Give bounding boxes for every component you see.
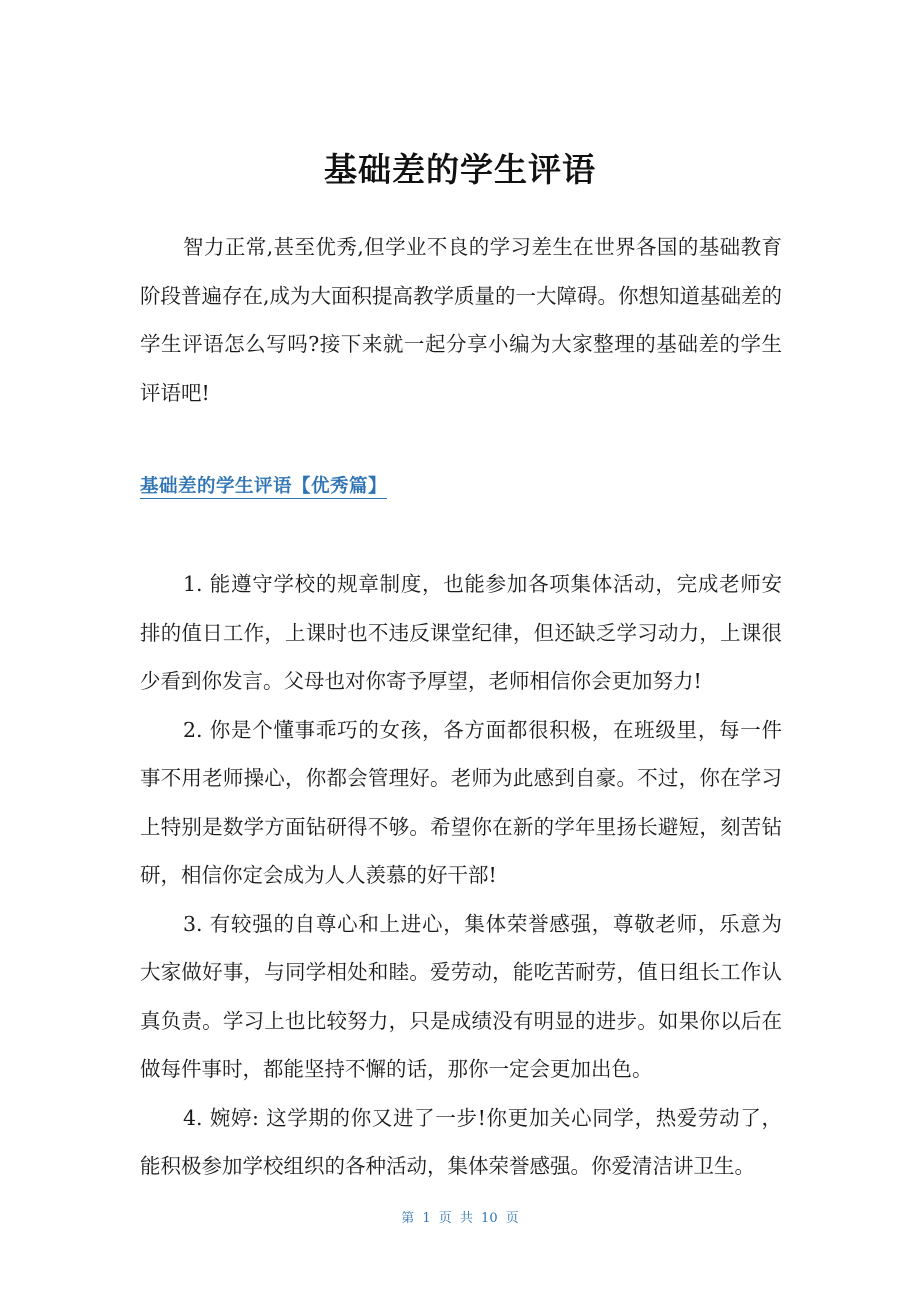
comment-item-2: 2. 你是个懂事乖巧的女孩，各方面都很积极，在班级里，每一件事不用老师操心，你都会管理好。老师为此感到自豪。不过，你在学习上特别是数学方面钻研得不够。希望你在新的学年里扬长避短，刻苦钻研，相信你定会成为人人羡慕的好干部! [140, 717, 782, 887]
intro-paragraph: 智力正常,甚至优秀,但学业不良的学习差生在世界各国的基础教育阶段普遍存在,成为大面积提高教学质量的一大障碍。你想知道基础差的学生评语怎么写吗?接下来就一起分享小编为大家整理的基础差的学生评语吧! [140, 235, 783, 405]
comment-item-1: 1. 能遵守学校的规章制度，也能参加各项集体活动，完成老师安排的值日工作，上课时也不违反课堂纪律，但还缺乏学习动力，上课很少看到你发言。父母也对你寄予厚望，老师相信你会更加努力! [140, 572, 782, 693]
page-number: 第 1 页 共 10 页 [401, 1211, 519, 1226]
comment-list [140, 560, 782, 1191]
page-title: 基础差的学生评语 [324, 150, 596, 189]
section-heading-link[interactable]: 基础差的学生评语【优秀篇】 [140, 476, 388, 497]
comment-item-4: 4. 婉婷: 这学期的你又进了一步!你更加关心同学，热爱劳动了，能积极参加学校组织的各种活动，集体荣誉感强。你爱清洁讲卫生。 [140, 1105, 782, 1178]
comment-item-3: 3. 有较强的自尊心和上进心，集体荣誉感强，尊敬老师，乐意为大家做好事，与同学相处和睦。爱劳动，能吃苦耐劳，值日组长工作认真负责。学习上也比较努力，只是成绩没有明显的进步。如果你以后在做每件事时，都能坚持不懈的话，那你一定会更加出色。 [140, 911, 782, 1081]
